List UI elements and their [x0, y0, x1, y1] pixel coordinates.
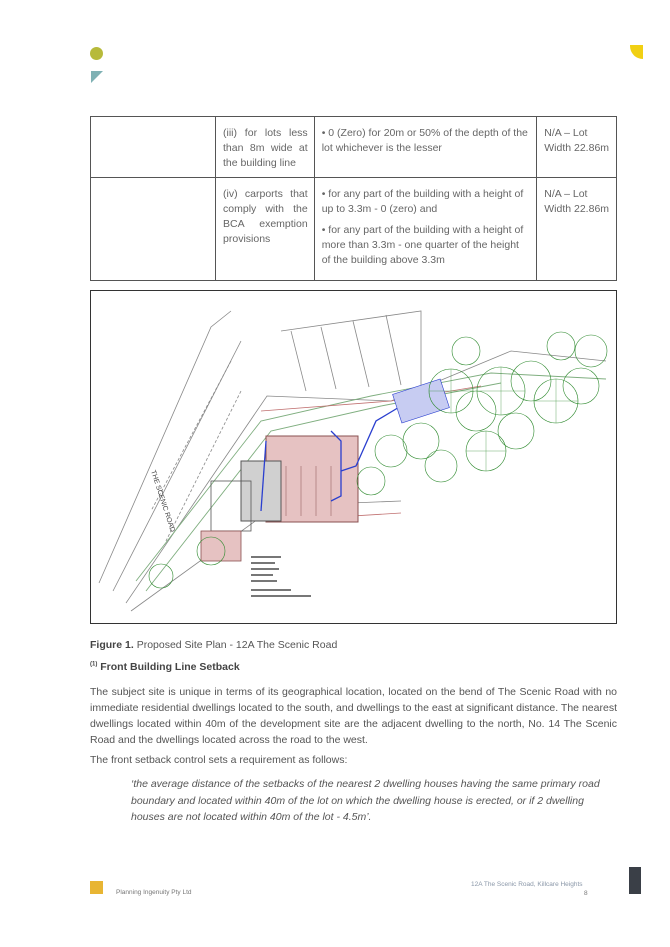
- section-heading-text: Front Building Line Setback: [100, 661, 240, 673]
- table-cell-proposal: N/A – Lot Width 22.86m: [537, 178, 617, 281]
- table-row: [91, 117, 617, 178]
- table-cell-condition: (iii) for lots less than 8m wide at the building line: [216, 117, 315, 178]
- road-label: THE SCENIC ROAD: [149, 469, 176, 534]
- requirement-text: • 0 (Zero) for 20m or 50% of the depth of the lot whichever is the lesser: [321, 127, 528, 154]
- body-paragraph: The subject site is unique in terms of its geographical location, located on the bend of The Scenic Road with no immediate residential dwellings located to the south, and dwellings to the east at significant distance. The nearest dwellings located within 40m of the development site are the adjacent dwelling to the north, No. 14 The Scenic Road and the dwellings located across the road to the west.: [90, 686, 617, 746]
- site-plan-drawing: [91, 291, 615, 622]
- figure-caption-text: Proposed Site Plan - 12A The Scenic Road: [136, 639, 338, 651]
- decorative-corner-mark: [630, 45, 643, 59]
- section-marker: (1): [90, 661, 98, 668]
- block-quote: ‘the average distance of the setbacks of the nearest 2 dwelling houses having the same primary road boundary and located within 40m of the lot on which the dwelling house is erected, or if 2 dwelling houses are not located within 40m of the lot - 4.5m’.: [131, 778, 600, 823]
- table-cell-requirement: [314, 178, 537, 281]
- company-logo-mark: [90, 881, 103, 894]
- table-cell-requirement: [314, 117, 537, 178]
- decorative-triangle: [91, 71, 103, 83]
- page-number: 8: [584, 890, 588, 897]
- table-cell-condition: (iv) carports that comply with the BCA exemption provisions: [216, 178, 315, 281]
- footer-company: Planning Ingenuity Pty Ltd: [116, 889, 192, 896]
- footer-address: 12A The Scenic Road, Killcare Heights: [471, 881, 583, 888]
- table-cell-empty: [91, 178, 216, 281]
- site-plan-figure: [90, 290, 617, 624]
- section-heading: [90, 661, 240, 673]
- figure-caption: [90, 639, 337, 651]
- requirement-text: • for any part of the building with a height of up to 3.3m - 0 (zero) and: [321, 188, 524, 215]
- table-row: [91, 178, 617, 281]
- figure-label: Figure 1.: [90, 639, 134, 651]
- table-cell-proposal: N/A – Lot Width 22.86m: [537, 117, 617, 178]
- table-cell-empty: [91, 117, 216, 178]
- setback-requirements-table: [90, 116, 617, 281]
- decorative-circle: [90, 47, 103, 60]
- requirement-text: • for any part of the building with a height of more than 3.3m - one quarter of the height of the building above 3.3m: [321, 224, 524, 266]
- footer-bar: [629, 867, 641, 894]
- body-paragraph: The front setback control sets a requirement as follows:: [90, 754, 348, 766]
